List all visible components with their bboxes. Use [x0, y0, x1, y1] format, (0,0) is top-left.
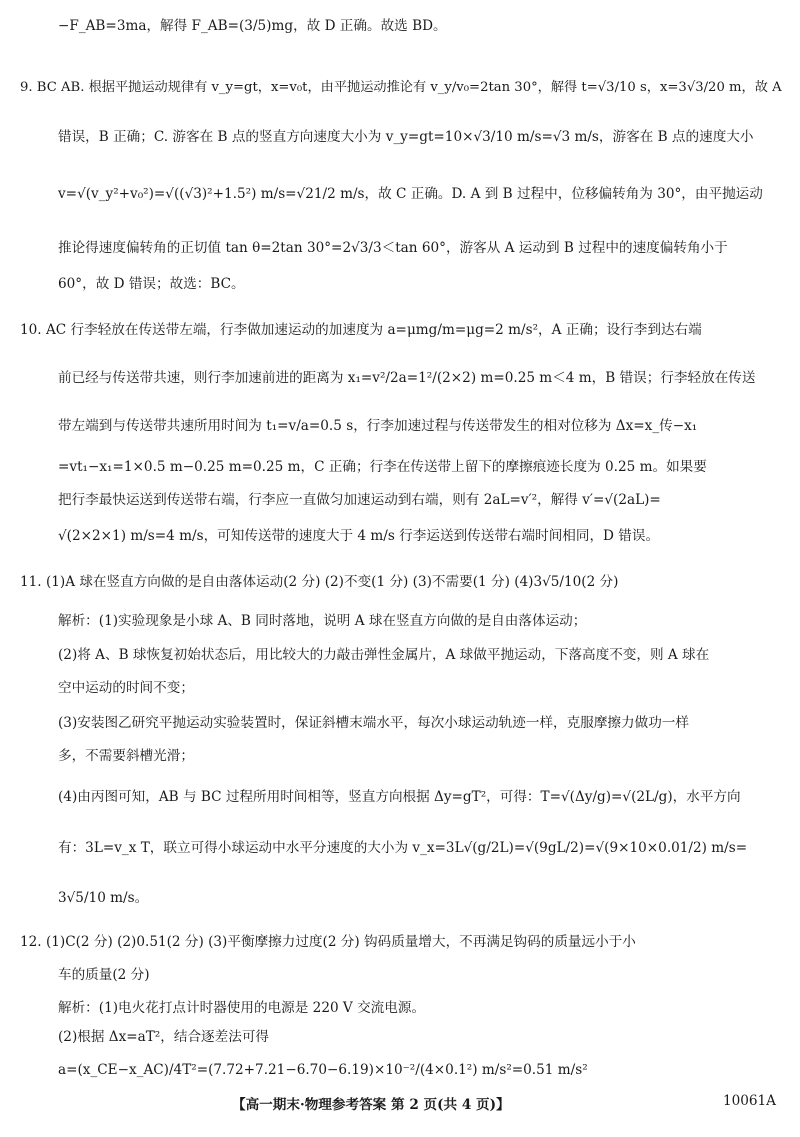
text-line: 把行李最快运送到传送带右端，行李应一直做匀加速运动到右端，则有 2aL=v′²，解得 v′=√(2aL)=: [58, 492, 661, 508]
text-line: 空中运动的时间不变；: [58, 680, 194, 696]
text-line: 推论得速度偏转角的正切值 tan θ=2tan 30°=2√3/3＜tan 60°，游客从 A 运动到 B 过程中的速度偏转角小于: [58, 240, 728, 256]
text-line: v=√(v_y²+v₀²)=√((√3)²+1.5²) m/s=√21/2 m/s，故 C 正确。D. A 到 B 过程中，位移偏转角为 30°，由平抛运动: [58, 186, 763, 202]
text-line: √(2×2×1) m/s=4 m/s，可知传送带的速度大于 4 m/s 行李运送到传送带右端时间相同，D 错误。: [58, 528, 660, 544]
text-line: (2)将 A、B 球恢复初始状态后，用比较大的力敲击弹性金属片，A 球做平抛运动，下落高度不变，则 A 球在: [58, 647, 710, 663]
text-line: 9. BC AB. 根据平抛运动规律有 v_y=gt，x=v₀t，由平抛运动推论有 v_y/v₀=2tan 30°，解得 t=√3/10 s，x=3√3/20 m，故 A: [20, 80, 782, 95]
text-line: 错误，B 正确；C. 游客在 B 点的竖直方向速度大小为 v_y=gt=10×√3/10 m/s=√3 m/s，游客在 B 点的速度大小: [58, 129, 754, 145]
page-footer-title: 【高一期末·物理参考答案 第 2 页(共 4 页)】: [232, 1097, 510, 1113]
text-line: a=(x_CE−x_AC)/4T²=(7.72+7.21−6.70−6.19)×10⁻²/(4×0.1²) m/s²=0.51 m/s²: [58, 1062, 588, 1078]
text-line: 解析：(1)电火花打点计时器使用的电源是 220 V 交流电源。: [58, 1000, 426, 1016]
document-code: 10061A: [722, 1093, 776, 1109]
text-line: 带左端到与传送带共速所用时间为 t₁=v/a=0.5 s，行李加速过程与传送带发生的相对位移为 Δx=x_传−x₁: [58, 418, 698, 434]
text-line: =vt₁−x₁=1×0.5 m−0.25 m=0.25 m，C 正确；行李在传送带上留下的摩擦痕迹长度为 0.25 m。如果要: [58, 459, 707, 475]
text-line: 多，不需要斜槽光滑；: [58, 748, 194, 764]
text-line: (4)由丙图可知，AB 与 BC 过程所用时间相等，竖直方向根据 Δy=gT²，可得：T=√(Δy/g)=√(2L/g)，水平方向: [58, 789, 741, 805]
text-line: 60°，故 D 错误；故选：BC。: [58, 276, 245, 292]
text-line: (3)安装图乙研究平抛运动实验装置时，保证斜槽末端水平，每次小球运动轨迹一样，克服摩擦力做功一样: [58, 715, 689, 731]
text-line: −F_AB=3ma，解得 F_AB=(3/5)mg，故 D 正确。故选 BD。: [58, 18, 447, 34]
text-line: (2)根据 Δx=aT²，结合逐差法可得: [58, 1029, 270, 1045]
text-line: 前已经与传送带共速，则行李加速前进的距离为 x₁=v²/2a=1²/(2×2) m=0.25 m＜4 m，B 错误；行李轻放在传送: [58, 370, 756, 386]
text-line: 解析：(1)实验现象是小球 A、B 同时落地，说明 A 球在竖直方向做的是自由落体运动；: [58, 613, 587, 629]
text-line: 10. AC 行李轻放在传送带左端，行李做加速运动的加速度为 a=μmg/m=μg=2 m/s²，A 正确；设行李到达右端: [20, 322, 702, 338]
text-line: 12. (1)C(2 分) (2)0.51(2 分) (3)平衡摩擦力过度(2 分) 钩码质量增大，不再满足钩码的质量远小于小: [20, 934, 636, 950]
text-line: 车的质量(2 分): [58, 967, 150, 983]
text-line: 有：3L=v_x T，联立可得小球运动中水平分速度的大小为 v_x=3L√(g/2L)=√(9gL/2)=√(9×10×0.01/2) m/s=: [58, 840, 748, 856]
text-line: 11. (1)A 球在竖直方向做的是自由落体运动(2 分) (2)不变(1 分) (3)不需要(1 分) (4)3√5/10(2 分): [20, 574, 619, 590]
text-line: 3√5/10 m/s。: [58, 890, 149, 906]
